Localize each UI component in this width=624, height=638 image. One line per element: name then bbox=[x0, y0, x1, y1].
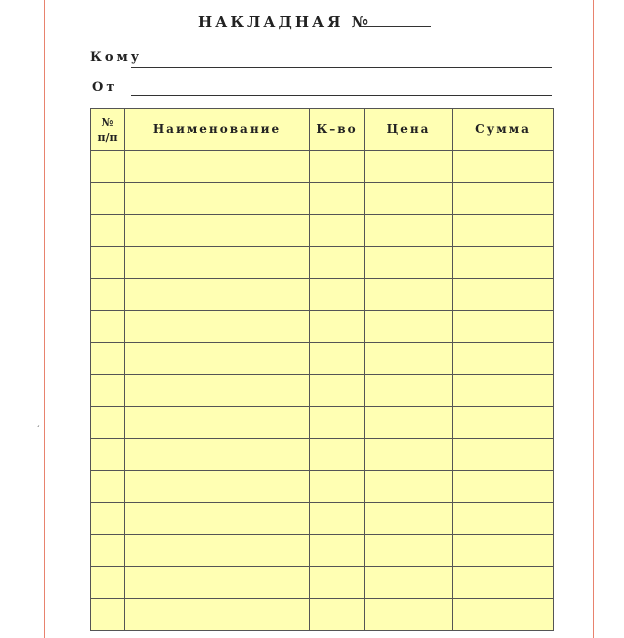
table-cell[interactable] bbox=[91, 183, 125, 215]
table-cell[interactable] bbox=[125, 311, 310, 343]
table-cell[interactable] bbox=[125, 151, 310, 183]
table-cell[interactable] bbox=[365, 151, 453, 183]
table-cell[interactable] bbox=[310, 151, 365, 183]
table-cell[interactable] bbox=[91, 215, 125, 247]
table-cell[interactable] bbox=[125, 439, 310, 471]
table-row bbox=[91, 375, 554, 407]
table-cell[interactable] bbox=[125, 343, 310, 375]
to-label: Кому bbox=[90, 50, 143, 65]
table-row bbox=[91, 343, 554, 375]
table-cell[interactable] bbox=[310, 599, 365, 631]
table-cell[interactable] bbox=[310, 215, 365, 247]
table-row bbox=[91, 311, 554, 343]
table-cell[interactable] bbox=[453, 439, 554, 471]
table-cell[interactable] bbox=[453, 279, 554, 311]
table-cell[interactable] bbox=[91, 375, 125, 407]
table-cell[interactable] bbox=[125, 567, 310, 599]
header-number-line1: № bbox=[101, 115, 114, 129]
table-cell[interactable] bbox=[365, 375, 453, 407]
table-row bbox=[91, 215, 554, 247]
table-cell[interactable] bbox=[365, 439, 453, 471]
table-cell[interactable] bbox=[91, 407, 125, 439]
table-row bbox=[91, 151, 554, 183]
table-cell[interactable] bbox=[310, 343, 365, 375]
table-row bbox=[91, 407, 554, 439]
header-number-line2: п/п bbox=[97, 130, 118, 144]
table-cell[interactable] bbox=[365, 247, 453, 279]
table-cell[interactable] bbox=[310, 503, 365, 535]
table-row bbox=[91, 247, 554, 279]
table-body bbox=[91, 151, 554, 631]
invoice-number-line bbox=[361, 26, 431, 27]
table-cell[interactable] bbox=[453, 343, 554, 375]
table-cell[interactable] bbox=[125, 599, 310, 631]
table-cell[interactable] bbox=[453, 183, 554, 215]
table-row bbox=[91, 535, 554, 567]
table-cell[interactable] bbox=[91, 535, 125, 567]
table-cell[interactable] bbox=[91, 247, 125, 279]
table-cell[interactable] bbox=[91, 151, 125, 183]
table-row bbox=[91, 599, 554, 631]
header-sum: Сумма bbox=[453, 109, 554, 151]
table-row bbox=[91, 183, 554, 215]
scan-speck: ˏ bbox=[36, 418, 40, 427]
table-cell[interactable] bbox=[453, 503, 554, 535]
table-cell[interactable] bbox=[91, 311, 125, 343]
table-row bbox=[91, 503, 554, 535]
table-row bbox=[91, 567, 554, 599]
table-cell[interactable] bbox=[453, 407, 554, 439]
table-cell[interactable] bbox=[310, 407, 365, 439]
table-cell[interactable] bbox=[453, 311, 554, 343]
table-row bbox=[91, 471, 554, 503]
header-name: Наименование bbox=[125, 109, 310, 151]
table-cell[interactable] bbox=[365, 567, 453, 599]
from-line bbox=[131, 95, 552, 96]
table-cell[interactable] bbox=[310, 311, 365, 343]
table-cell[interactable] bbox=[91, 599, 125, 631]
document-title: НАКЛАДНАЯ № bbox=[198, 13, 371, 31]
to-line bbox=[131, 67, 552, 68]
table-header-row bbox=[91, 109, 554, 151]
table-cell[interactable] bbox=[125, 503, 310, 535]
table-cell[interactable] bbox=[310, 247, 365, 279]
table-cell[interactable] bbox=[125, 471, 310, 503]
table-cell[interactable] bbox=[365, 503, 453, 535]
table-cell[interactable] bbox=[453, 599, 554, 631]
table-cell[interactable] bbox=[310, 439, 365, 471]
table-cell[interactable] bbox=[365, 471, 453, 503]
table-cell[interactable] bbox=[310, 183, 365, 215]
items-table bbox=[90, 108, 554, 631]
table-cell[interactable] bbox=[125, 407, 310, 439]
table-cell[interactable] bbox=[365, 279, 453, 311]
table-cell[interactable] bbox=[365, 183, 453, 215]
header-number bbox=[91, 109, 125, 151]
table-row bbox=[91, 439, 554, 471]
table-cell[interactable] bbox=[91, 471, 125, 503]
table-cell[interactable] bbox=[365, 343, 453, 375]
table-cell[interactable] bbox=[453, 535, 554, 567]
table-cell[interactable] bbox=[453, 215, 554, 247]
table-cell[interactable] bbox=[125, 535, 310, 567]
table-cell[interactable] bbox=[91, 567, 125, 599]
table-cell[interactable] bbox=[310, 535, 365, 567]
table-cell[interactable] bbox=[365, 311, 453, 343]
table-cell[interactable] bbox=[453, 151, 554, 183]
table-row bbox=[91, 279, 554, 311]
table-cell[interactable] bbox=[125, 375, 310, 407]
table-cell[interactable] bbox=[365, 535, 453, 567]
table-cell[interactable] bbox=[91, 343, 125, 375]
table-cell[interactable] bbox=[125, 183, 310, 215]
table-cell[interactable] bbox=[310, 375, 365, 407]
table-cell[interactable] bbox=[453, 567, 554, 599]
table-cell[interactable] bbox=[310, 471, 365, 503]
table-cell[interactable] bbox=[91, 279, 125, 311]
table-cell[interactable] bbox=[91, 439, 125, 471]
table-cell[interactable] bbox=[125, 247, 310, 279]
table-cell[interactable] bbox=[453, 247, 554, 279]
table-cell[interactable] bbox=[365, 215, 453, 247]
header-qty: К–во bbox=[310, 109, 365, 151]
table-cell[interactable] bbox=[310, 279, 365, 311]
table-cell[interactable] bbox=[453, 471, 554, 503]
from-label: От bbox=[92, 80, 118, 95]
table-cell[interactable] bbox=[453, 375, 554, 407]
table-cell[interactable] bbox=[125, 215, 310, 247]
table-cell[interactable] bbox=[91, 503, 125, 535]
table-cell[interactable] bbox=[365, 599, 453, 631]
table-cell[interactable] bbox=[365, 407, 453, 439]
header-price: Цена bbox=[365, 109, 453, 151]
table-cell[interactable] bbox=[310, 567, 365, 599]
table-cell[interactable] bbox=[125, 279, 310, 311]
